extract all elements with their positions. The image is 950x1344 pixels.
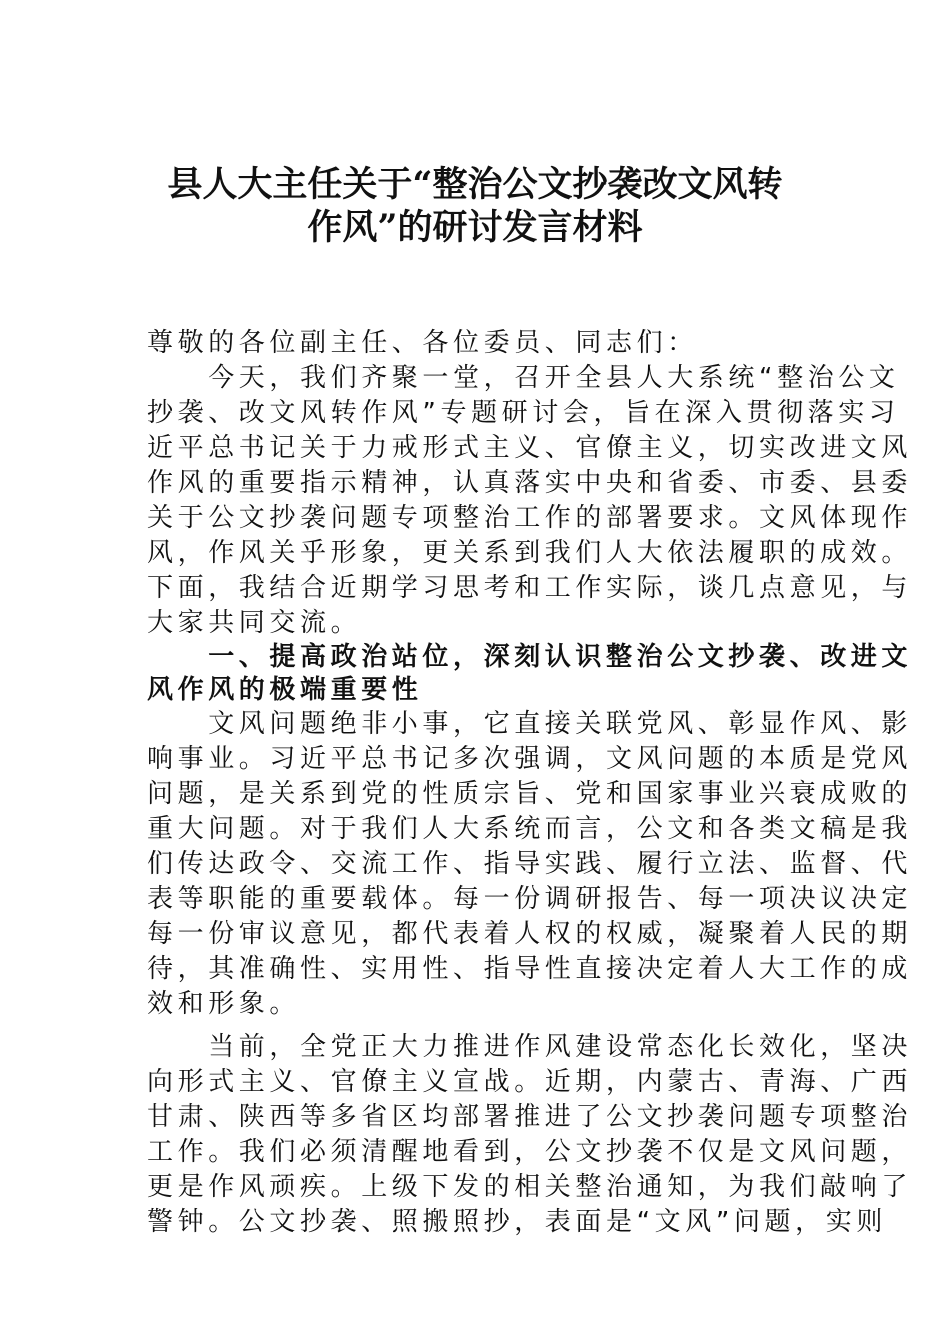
- document-body: [147, 326, 913, 1240]
- text-line: 工作。我们必须清醒地看到，公文抄袭不仅是文风问题，: [147, 1137, 913, 1167]
- text-line: 大家共同交流。: [147, 608, 362, 638]
- text-line: 作风的重要指示精神，认真落实中央和省委、市委、县委: [147, 468, 913, 498]
- text-line: 响事业。习近平总书记多次强调，文风问题的本质是党风: [147, 744, 913, 774]
- title-line: 作风”的研讨发言材料: [307, 207, 643, 248]
- text-line: 今天，我们齐聚一堂，召开全县人大系统“整治公文: [147, 363, 900, 393]
- text-line: 表等职能的重要载体。每一份调研报告、每一项决议决定: [147, 884, 913, 914]
- title-line: 县人大主任关于“整治公文抄袭改文风转: [167, 164, 783, 205]
- text-line: 一、提高政治站位，深刻认识整治公文抄袭、改进文: [147, 642, 913, 672]
- text-line: 当前，全党正大力推进作风建设常态化长效化，坚决: [147, 1032, 913, 1062]
- section-heading: [147, 641, 913, 707]
- text-line: 警钟。公文抄袭、照搬照抄，表面是“文风”问题，实则: [147, 1207, 887, 1237]
- text-line: 关于公文抄袭问题专项整治工作的部署要求。文风体现作: [147, 503, 913, 533]
- text-line: 效和形象。: [147, 989, 301, 1019]
- text-line: 文风问题绝非小事，它直接关联党风、彰显作风、影: [147, 709, 913, 739]
- paragraph: [147, 707, 913, 1022]
- text-line: 向形式主义、官僚主义宣战。近期，内蒙古、青海、广西: [147, 1067, 913, 1097]
- text-line: 重大问题。对于我们人大系统而言，公文和各类文稿是我: [147, 814, 913, 844]
- text-line: 抄袭、改文风转作风”专题研讨会，旨在深入贯彻落实习: [147, 398, 900, 428]
- text-line: 更是作风顽疾。上级下发的相关整治通知，为我们敲响了: [147, 1172, 913, 1202]
- document-title: [0, 163, 950, 249]
- text-line: 风，作风关乎形象，更关系到我们人大依法履职的成效。: [147, 538, 913, 568]
- paragraph: [147, 1030, 913, 1240]
- text-line: 尊敬的各位副主任、各位委员、同志们：: [147, 328, 698, 358]
- text-line: 下面，我结合近期学习思考和工作实际，谈几点意见，与: [147, 573, 913, 603]
- text-line: 近平总书记关于力戒形式主义、官僚主义，切实改进文风: [147, 433, 913, 463]
- text-line: 甘肃、陕西等多省区均部署推进了公文抄袭问题专项整治: [147, 1102, 913, 1132]
- text-line: 们传达政令、交流工作、指导实践、履行立法、监督、代: [147, 849, 913, 879]
- text-line: 待，其准确性、实用性、指导性直接决定着人大工作的成: [147, 954, 913, 984]
- text-line: 问题，是关系到党的性质宗旨、党和国家事业兴衰成败的: [147, 779, 913, 809]
- text-line: 风作风的极端重要性: [147, 675, 423, 705]
- paragraph: [147, 326, 807, 361]
- text-line: 每一份审议意见，都代表着人权的权威，凝聚着人民的期: [147, 919, 913, 949]
- paragraph: [147, 361, 913, 641]
